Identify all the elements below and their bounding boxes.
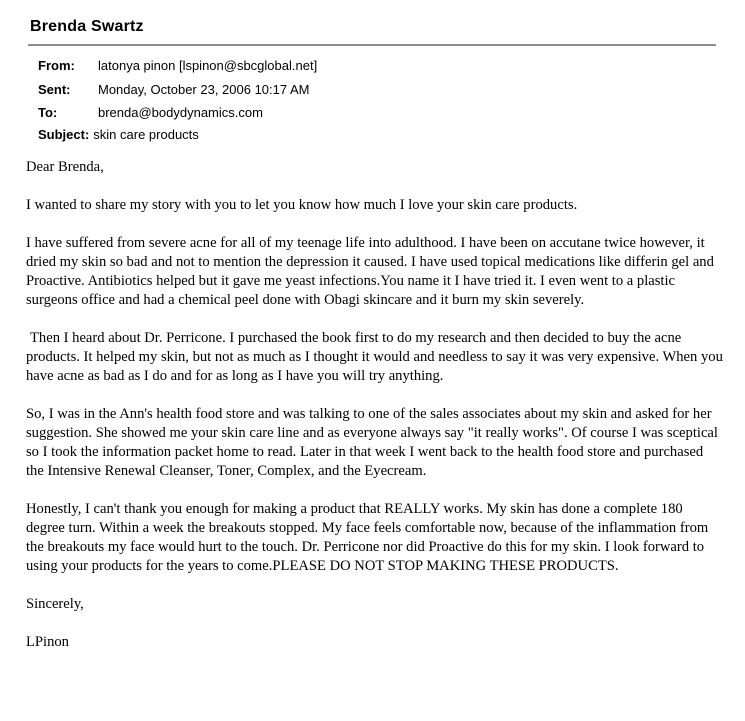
header-divider [28, 44, 716, 46]
subject-value: skin care products [93, 127, 199, 142]
letter-signature: LPinon [26, 634, 69, 650]
letter-paragraph: Then I heard about Dr. Perricone. I purchased the book first to do my research and then decided to buy the acne products. It helped my skin, but not as much as I thought it would and needless to say it was very expensive. When you have acne as bad as I do and for as long as I have you will try anything. [26, 330, 723, 384]
from-value: latonya pinon [lspinon@sbcglobal.net] [98, 58, 318, 73]
sender-name: Brenda Swartz [30, 18, 144, 35]
letter-body [26, 158, 724, 652]
subject-label: Subject: [38, 127, 90, 142]
letter-greeting: Dear Brenda, [26, 159, 104, 175]
letter-paragraph: I wanted to share my story with you to let you know how much I love your skin care products. [26, 197, 578, 213]
from-row [38, 58, 317, 73]
to-value: brenda@bodydynamics.com [98, 105, 263, 120]
letter-paragraph: Honestly, I can't thank you enough for making a product that REALLY works. My skin has done a complete 180 degree turn. Within a week the breakouts stopped. My face feels comfortable now, because of the inflammation from the breakouts my face would hurt to the touch. Dr. Perricone nor did Proactive do this for my skin. I look forward to using your products for the years to come.PLEASE DO NOT STOP MAKING THESE PRODUCTS. [26, 501, 709, 574]
subject-row [38, 127, 199, 142]
sent-label: Sent: [38, 82, 71, 97]
sent-row [38, 82, 310, 97]
from-label: From: [38, 58, 75, 73]
to-row [38, 105, 263, 120]
to-label: To: [38, 105, 58, 120]
letter-paragraph: I have suffered from severe acne for all of my teenage life into adulthood. I have been on accutane twice however, it dried my skin so bad and not to mention the depression it caused. I have used topical medications like differin gel and Proactive. Antibiotics helped but it gave me yeast infections.You name it I have tried it. I even went to a plastic surgeons office and had a chemical peel done with Obagi skincare and it burn my skin severely. [26, 235, 714, 308]
sent-value: Monday, October 23, 2006 10:17 AM [98, 82, 310, 97]
letter-paragraph: So, I was in the Ann's health food store and was talking to one of the sales associates about my skin and asked for her suggestion. She showed me your skin care line and as everyone always say "it really works". Of course I was sceptical so I took the information packet home to read. Later in that week I went back to the health food store and purchased the Intensive Renewal Cleanser, Toner, Complex, and the Eyecream. [26, 406, 718, 479]
letter-closing: Sincerely, [26, 596, 84, 612]
